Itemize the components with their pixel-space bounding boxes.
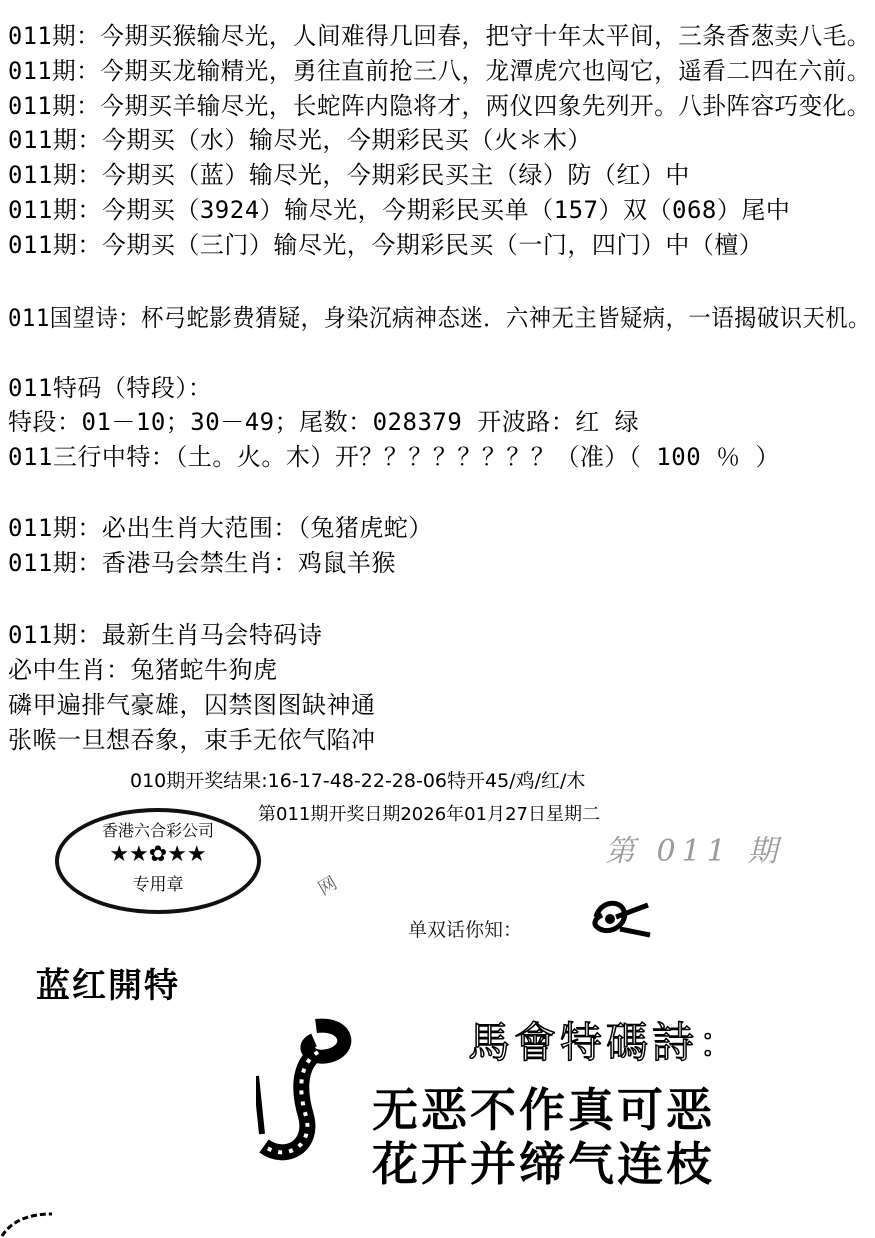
poem-line: 无恶不作真可恶 — [372, 1083, 715, 1137]
seal-top-text: 香港六合彩公司 — [101, 821, 214, 840]
text-line: 011国望诗：杯弓蛇影费猜疑，身染沉病神态迷．六神无主皆疑病，一语揭破识天机。 — [8, 304, 871, 332]
odd-even-label: 单双话你知： — [408, 919, 523, 941]
company-seal — [55, 808, 261, 914]
faint-issue-mark: 第 011 期 — [605, 834, 784, 869]
text-line: 011期：今期买龙输精光，勇往直前抢三八，龙潭虎穴也闯它，遥看二四在六前。 — [8, 57, 871, 85]
draw-result-text: 010期开奖结果:16-17-48-22-28-06特开45/鸡/红/木 — [130, 770, 586, 792]
text-line: 011期：香港马会禁生肖：鸡鼠羊猴 — [8, 549, 396, 577]
text-line: 011期：今期买猴输尽光，人间难得几回春，把守十年太平间，三条香葱卖八毛。 — [8, 22, 871, 50]
text-line: 必中生肖：兔猪蛇牛狗虎 — [8, 656, 278, 684]
text-line: 011期：今期买（三门）输尽光，今期彩民买（一门，四门）中（檀） — [8, 231, 764, 259]
seal-stars: ★★✿★★ — [109, 842, 207, 867]
text-line: 张喉一旦想吞象，束手无依气陷冲 — [8, 726, 376, 754]
text-line: 011期：今期买（3924）输尽光，今期彩民买单（157）双（068）尾中 — [8, 196, 791, 224]
text-line: 011期：今期买羊输尽光，长蛇阵内隐将才，两仪四象先列开。八卦阵容巧变化。 — [8, 92, 871, 120]
seal-bottom-text: 专用章 — [132, 875, 184, 895]
draw-date-text: 第011期开奖日期2026年01月27日星期二 — [258, 804, 600, 825]
corner-decoration — [0, 1206, 60, 1238]
text-line: 011期：今期买（水）输尽光，今期彩民买（火＊木） — [8, 126, 592, 154]
scribble-icon — [590, 895, 652, 943]
text-line: 011特码（特段）： — [8, 374, 213, 402]
text-line: 011三行中特：（土。火。木）开？？？？？？？？（准）（ 100 ％ ） — [8, 443, 781, 471]
small-faint-stamp: 网 — [314, 872, 341, 900]
poem-title: 馬會特碼詩： — [468, 1018, 745, 1067]
text-line: 011期：今期买（蓝）输尽光，今期彩民买主（绿）防（红）中 — [8, 161, 690, 189]
text-line: 011期：必出生肖大范围：（兔猪虎蛇） — [8, 514, 433, 542]
text-line: 特段：01－10；30－49；尾数：028379 开波路：红 绿 — [8, 408, 640, 436]
blue-red-label: 蓝红開特 — [36, 966, 180, 1006]
text-line: 磷甲遍排气豪雄，囚禁图图缺神通 — [8, 691, 376, 719]
snake-graphic — [256, 1016, 356, 1166]
text-line: 011期：最新生肖马会特码诗 — [8, 621, 323, 649]
poem-line: 花开并缔气连枝 — [372, 1137, 715, 1191]
